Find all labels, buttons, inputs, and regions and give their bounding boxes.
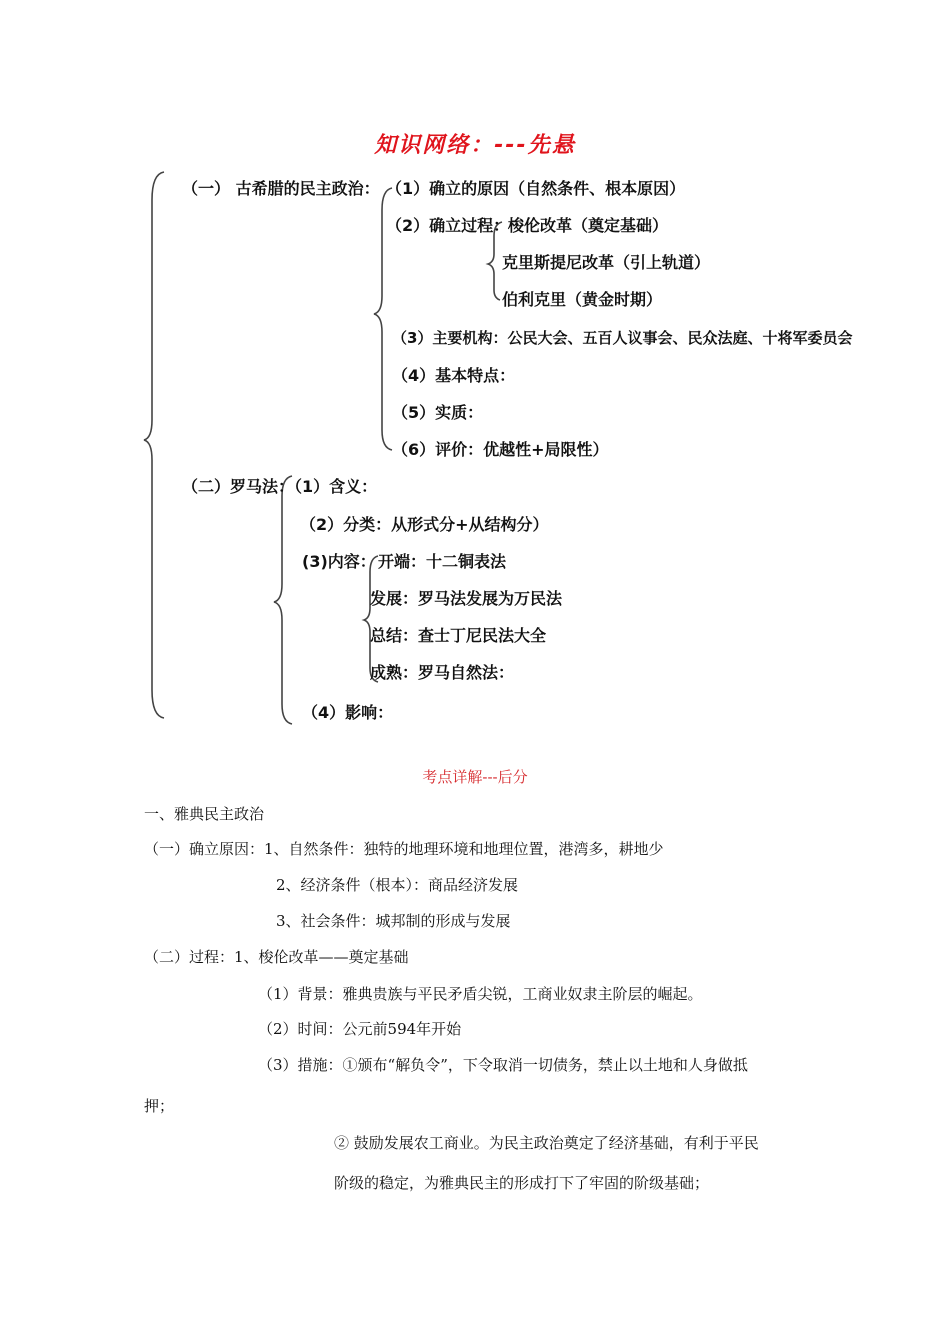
detail-subtitle: 考点详解---后分 bbox=[422, 768, 528, 786]
s1-item-process: （2）确立过程： bbox=[386, 216, 510, 235]
s2-item-classification: （2）分类：从形式分+从结构分） bbox=[300, 515, 549, 534]
time-line: （2）时间：公元前594年开始 bbox=[258, 1020, 462, 1038]
content-development: 发展：罗马法发展为万民法 bbox=[370, 589, 563, 608]
s2-heading: （二）罗马法： bbox=[182, 477, 295, 496]
cause-line-1: （一）确立原因：1、自然条件：独特的地理环境和地理位置，港湾多，耕地少 bbox=[144, 840, 664, 858]
cause-line-3: 3、社会条件：城邦制的形成与发展 bbox=[276, 912, 511, 930]
s2-item-influence: （4）影响： bbox=[302, 703, 394, 722]
s1-item-essence: （5）实质： bbox=[392, 403, 484, 422]
s1-item-institutions: （3）主要机构：公民大会、五百人议事会、民众法庭、十将军委员会 bbox=[392, 329, 853, 347]
process-pericles: 伯利克里（黄金时期） bbox=[502, 290, 663, 309]
s2-brace bbox=[274, 476, 292, 724]
measure-line-1: （3）措施：①颁布“解负令”，下令取消一切债务，禁止以土地和人身做抵 bbox=[258, 1056, 748, 1074]
measure-line-2: ② 鼓励发展农工商业。为民主政治奠定了经济基础，有利于平民 bbox=[334, 1134, 759, 1152]
cause-line-2: 2、经济条件（根本）：商品经济发展 bbox=[276, 876, 519, 894]
section-heading: 一、雅典民主政治 bbox=[144, 805, 265, 823]
process-line: （二）过程：1、梭伦改革——奠定基础 bbox=[144, 948, 409, 966]
page-title: 知识网络：---先悬 bbox=[374, 133, 576, 158]
measure-line-2-cont: 阶级的稳定，为雅典民主的形成打下了牢固的阶级基础； bbox=[334, 1174, 710, 1192]
process-cleisthenes: 克里斯提尼改革（引上轨道） bbox=[502, 253, 711, 272]
content-summary: 总结：查士丁尼民法大全 bbox=[370, 626, 547, 645]
process-solon: 梭伦改革（奠定基础） bbox=[508, 216, 669, 235]
s1-item-features: （4）基本特点： bbox=[392, 366, 516, 385]
s1-item-evaluation: （6）评价：优越性+局限性） bbox=[392, 440, 609, 459]
s1-item-cause: （1）确立的原因（自然条件、根本原因） bbox=[386, 179, 686, 198]
s2-item-meaning: （1）含义： bbox=[286, 477, 378, 496]
background-line: （1）背景：雅典贵族与平民矛盾尖锐，工商业奴隶主阶层的崛起。 bbox=[258, 985, 703, 1003]
content-maturity: 成熟：罗马自然法： bbox=[370, 663, 515, 682]
content-beginning: 开端：十二铜表法 bbox=[378, 552, 507, 571]
outer-brace bbox=[144, 172, 164, 718]
s2-item-content: (3)内容： bbox=[302, 552, 376, 571]
measure-line-1-cont: 押； bbox=[144, 1097, 175, 1115]
s1-heading: （一） 古希腊的民主政治： bbox=[182, 179, 380, 198]
